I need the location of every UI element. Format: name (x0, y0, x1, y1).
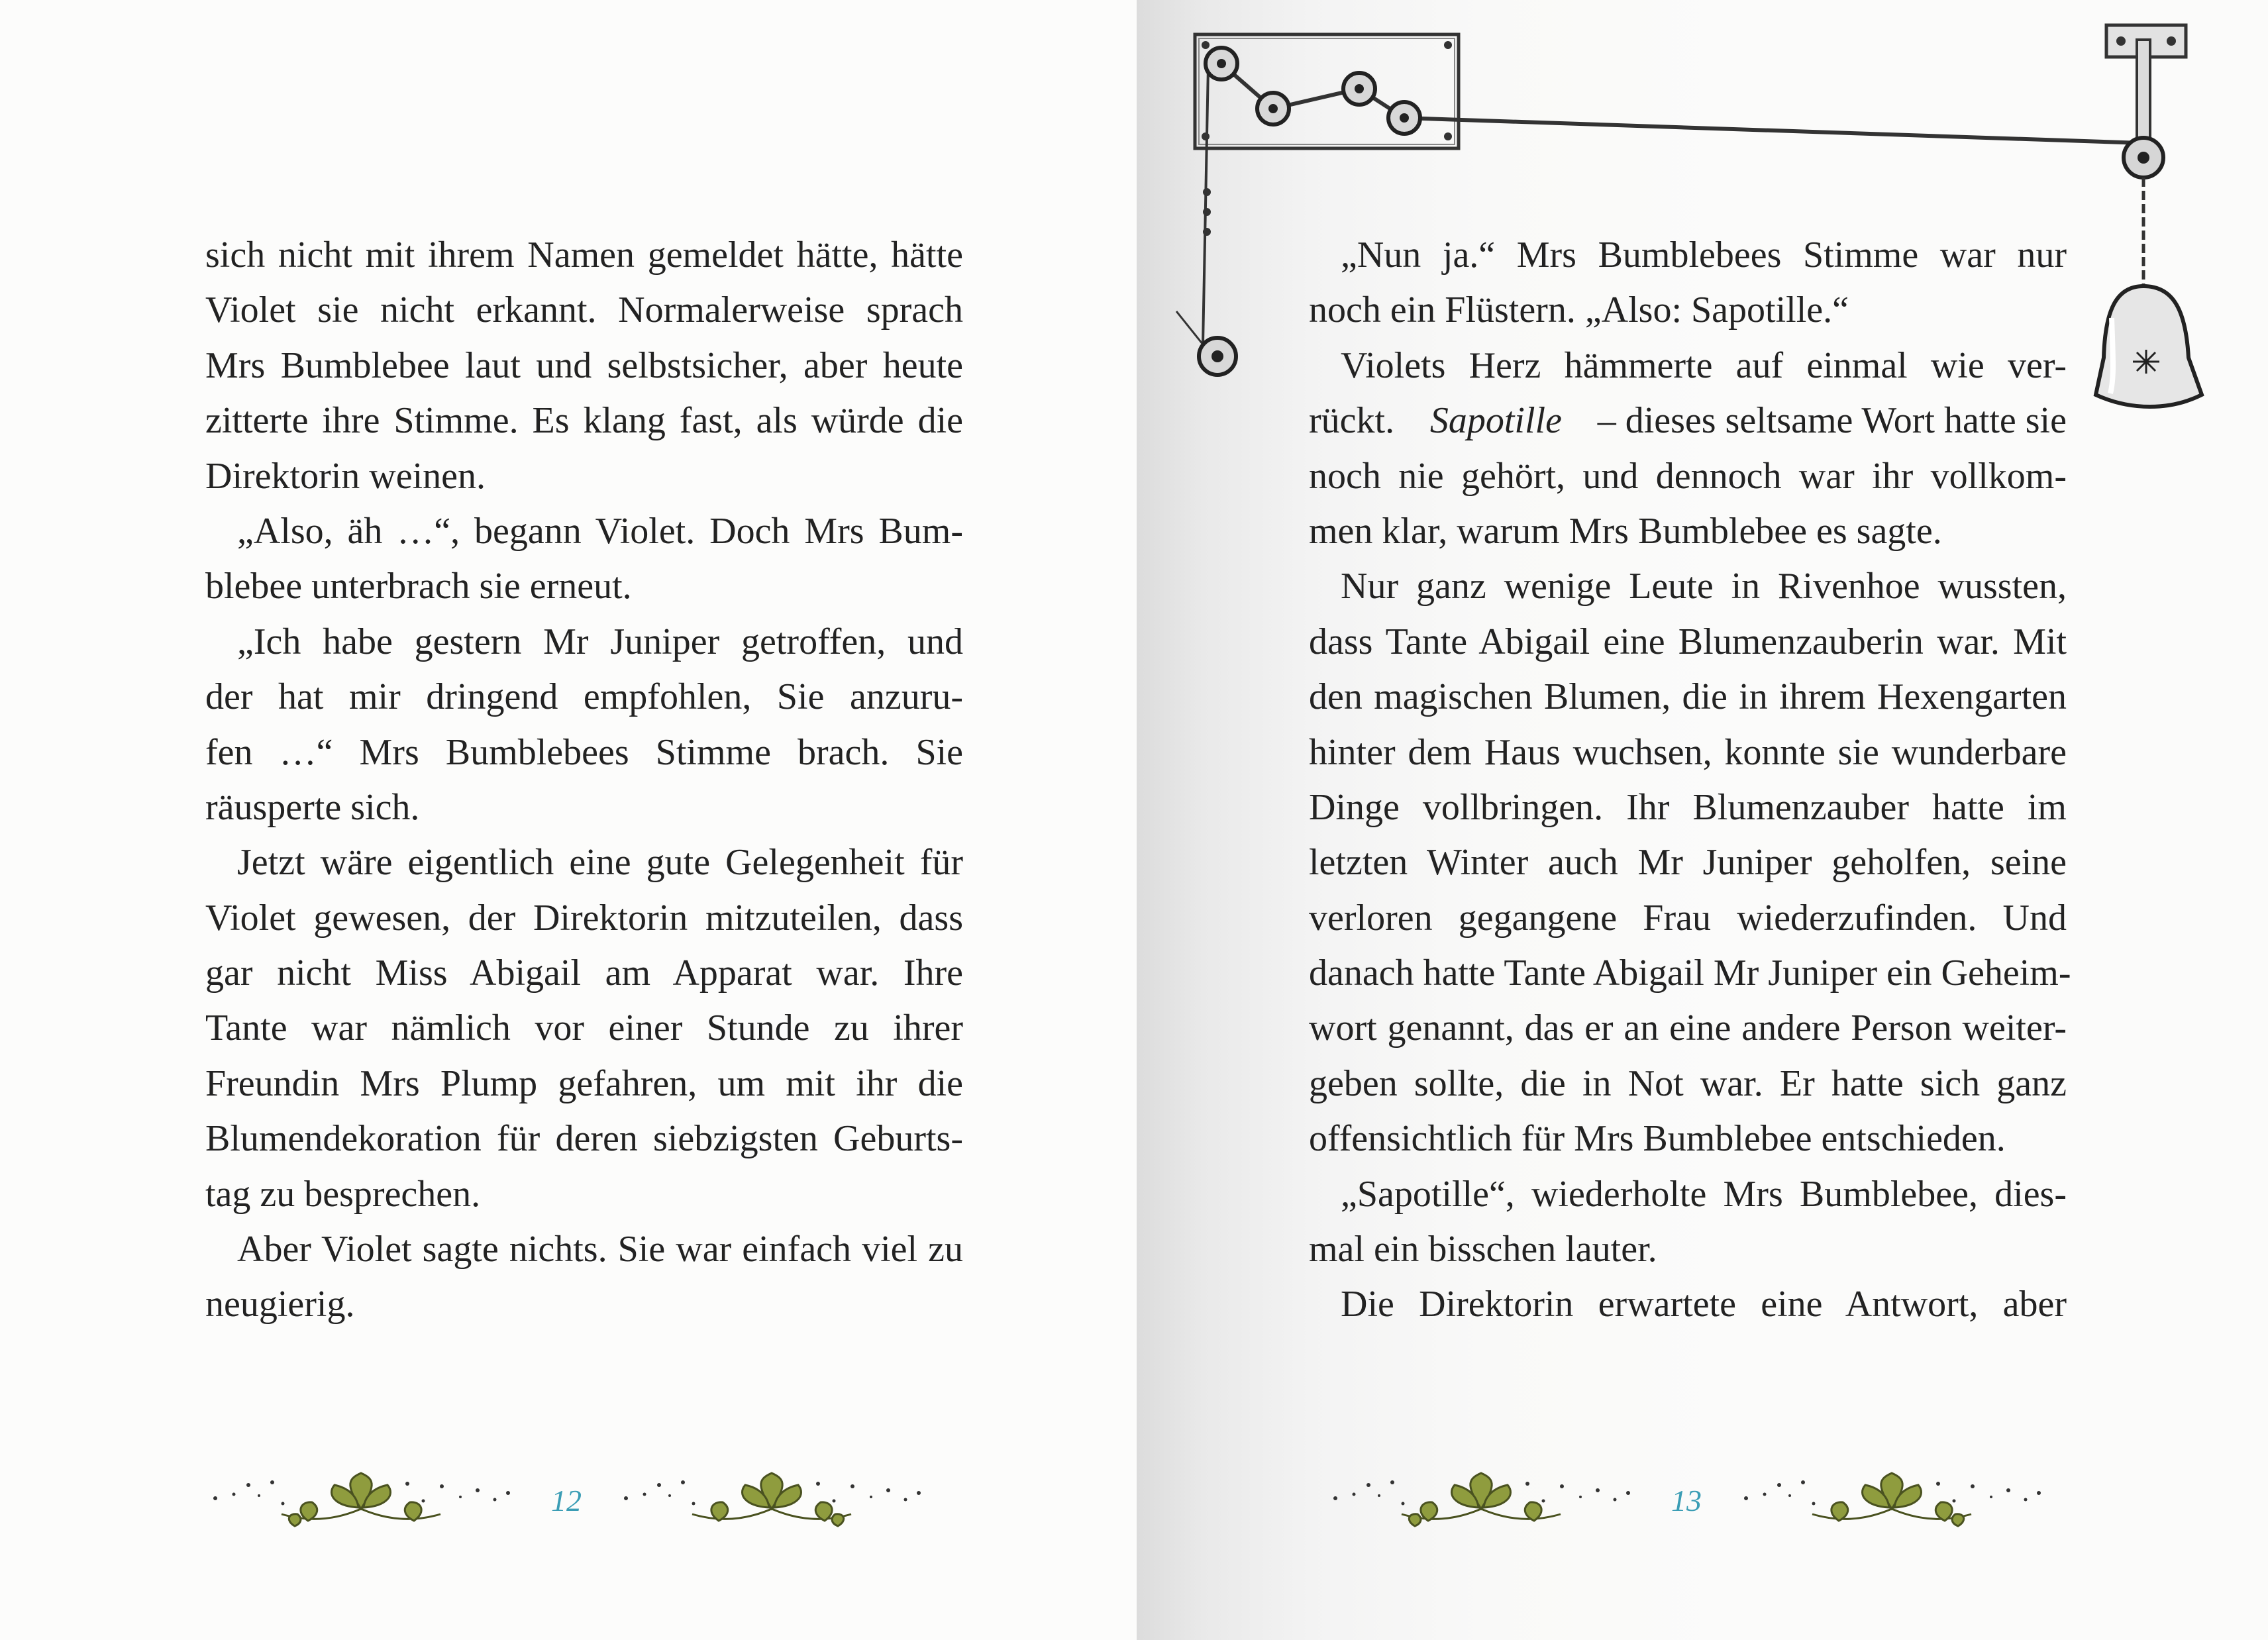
text-line: Die Direktorin erwartete eine Antwort, aber (1341, 1284, 2067, 1325)
text-segment: rückt. (1309, 400, 1395, 442)
text-line: fen …“ Mrs Bumblebees Stimme brach. Sie (205, 731, 963, 773)
left-page-footer (209, 1470, 924, 1530)
leaf-ornament-icon (209, 1470, 513, 1530)
text-line: verloren gegangene Frau wiederzufinden. Und (1309, 897, 2067, 939)
text-segment: – dieses seltsame Wort hatte sie (1597, 400, 2067, 442)
page-number: 13 (1671, 1483, 1702, 1517)
text-line: Violet sie nicht erkannt. Normalerweise sprach (205, 289, 963, 331)
text-line: danach hatte Tante Abigail Mr Juniper ein Geheim- (1309, 952, 2071, 994)
text-line: mal ein bisschen lauter. (1309, 1229, 1657, 1270)
emphasized-word: Sapotille (1429, 400, 1562, 442)
text-line: „Also, äh …“, begann Violet. Doch Mrs Bum- (237, 510, 963, 552)
text-line: Blumendekoration für deren siebzigsten Geburts- (205, 1118, 963, 1160)
text-line: Dinge vollbringen. Ihr Blumenzauber hatte im (1309, 786, 2067, 828)
text-line: offensichtlich für Mrs Bumblebee entschieden. (1309, 1118, 2006, 1160)
text-line: Jetzt wäre eigentlich eine gute Gelegenheit für (237, 842, 963, 884)
text-line: räusperte sich. (205, 786, 420, 828)
text-line: noch nie gehört, und dennoch war ihr vollkom- (1309, 455, 2067, 497)
text-line: noch ein Flüstern. „Also: Sapotille.“ (1309, 289, 1849, 331)
text-line: Nur ganz wenige Leute in Rivenhoe wussten, (1341, 566, 2067, 607)
right-page (1137, 0, 2268, 1640)
right-body-text (1309, 228, 2071, 1333)
text-line: „Ich habe gestern Mr Juniper getroffen, und (237, 621, 963, 662)
text-line: geben sollte, die in Not war. Er hatte sich ganz (1309, 1062, 2067, 1104)
text-line: gar nicht Miss Abigail am Apparat war. Ihre (205, 952, 963, 994)
text-line: Direktorin weinen. (205, 455, 486, 497)
text-line: dass Tante Abigail eine Blumenzauberin war. Mit (1309, 621, 2067, 662)
text-line: „Sapotille“, wiederholte Mrs Bumblebee, dies- (1341, 1173, 2067, 1215)
text-line: men klar, warum Mrs Bumblebee es sagte. (1309, 510, 1942, 552)
text-line: sich nicht mit ihrem Namen gemeldet hätte, hätte (205, 234, 963, 276)
text-line: Violet gewesen, der Direktorin mitzuteilen, dass (205, 897, 963, 939)
text-line: Aber Violet sagte nichts. Sie war einfach viel zu (237, 1229, 963, 1270)
text-line: Mrs Bumblebee laut und selbstsicher, aber heute (205, 344, 963, 386)
text-line: Freundin Mrs Plump gefahren, um mit ihr die (205, 1062, 963, 1104)
text-line (1309, 393, 2067, 448)
text-line: letzten Winter auch Mr Juniper geholfen, seine (1309, 842, 2067, 884)
leaf-ornament-icon (619, 1470, 924, 1530)
right-page-footer (1329, 1470, 2044, 1530)
left-body-text (205, 228, 963, 1333)
text-line: hinter dem Haus wuchsen, konnte sie wunderbare (1309, 731, 2067, 773)
text-line: den magischen Blumen, die in ihrem Hexengarten (1309, 676, 2067, 718)
leaf-ornament-icon (1329, 1470, 1633, 1530)
text-line: neugierig. (205, 1284, 355, 1325)
page-number: 12 (551, 1483, 582, 1517)
text-line: wort genannt, das er an eine andere Person weiter- (1309, 1007, 2067, 1049)
text-line: „Nun ja.“ Mrs Bumblebees Stimme war nur (1341, 234, 2067, 276)
text-line: der hat mir dringend empfohlen, Sie anzuru- (205, 676, 963, 718)
text-line: blebee unterbrach sie erneut. (205, 566, 632, 607)
text-line: zitterte ihre Stimme. Es klang fast, als würde die (205, 400, 963, 442)
text-line: Tante war nämlich vor einer Stunde zu ihrer (205, 1007, 963, 1049)
text-line: tag zu besprechen. (205, 1173, 481, 1215)
leaf-ornament-icon (1739, 1470, 2044, 1530)
text-line: Violets Herz hämmerte auf einmal wie ver- (1341, 344, 2067, 386)
